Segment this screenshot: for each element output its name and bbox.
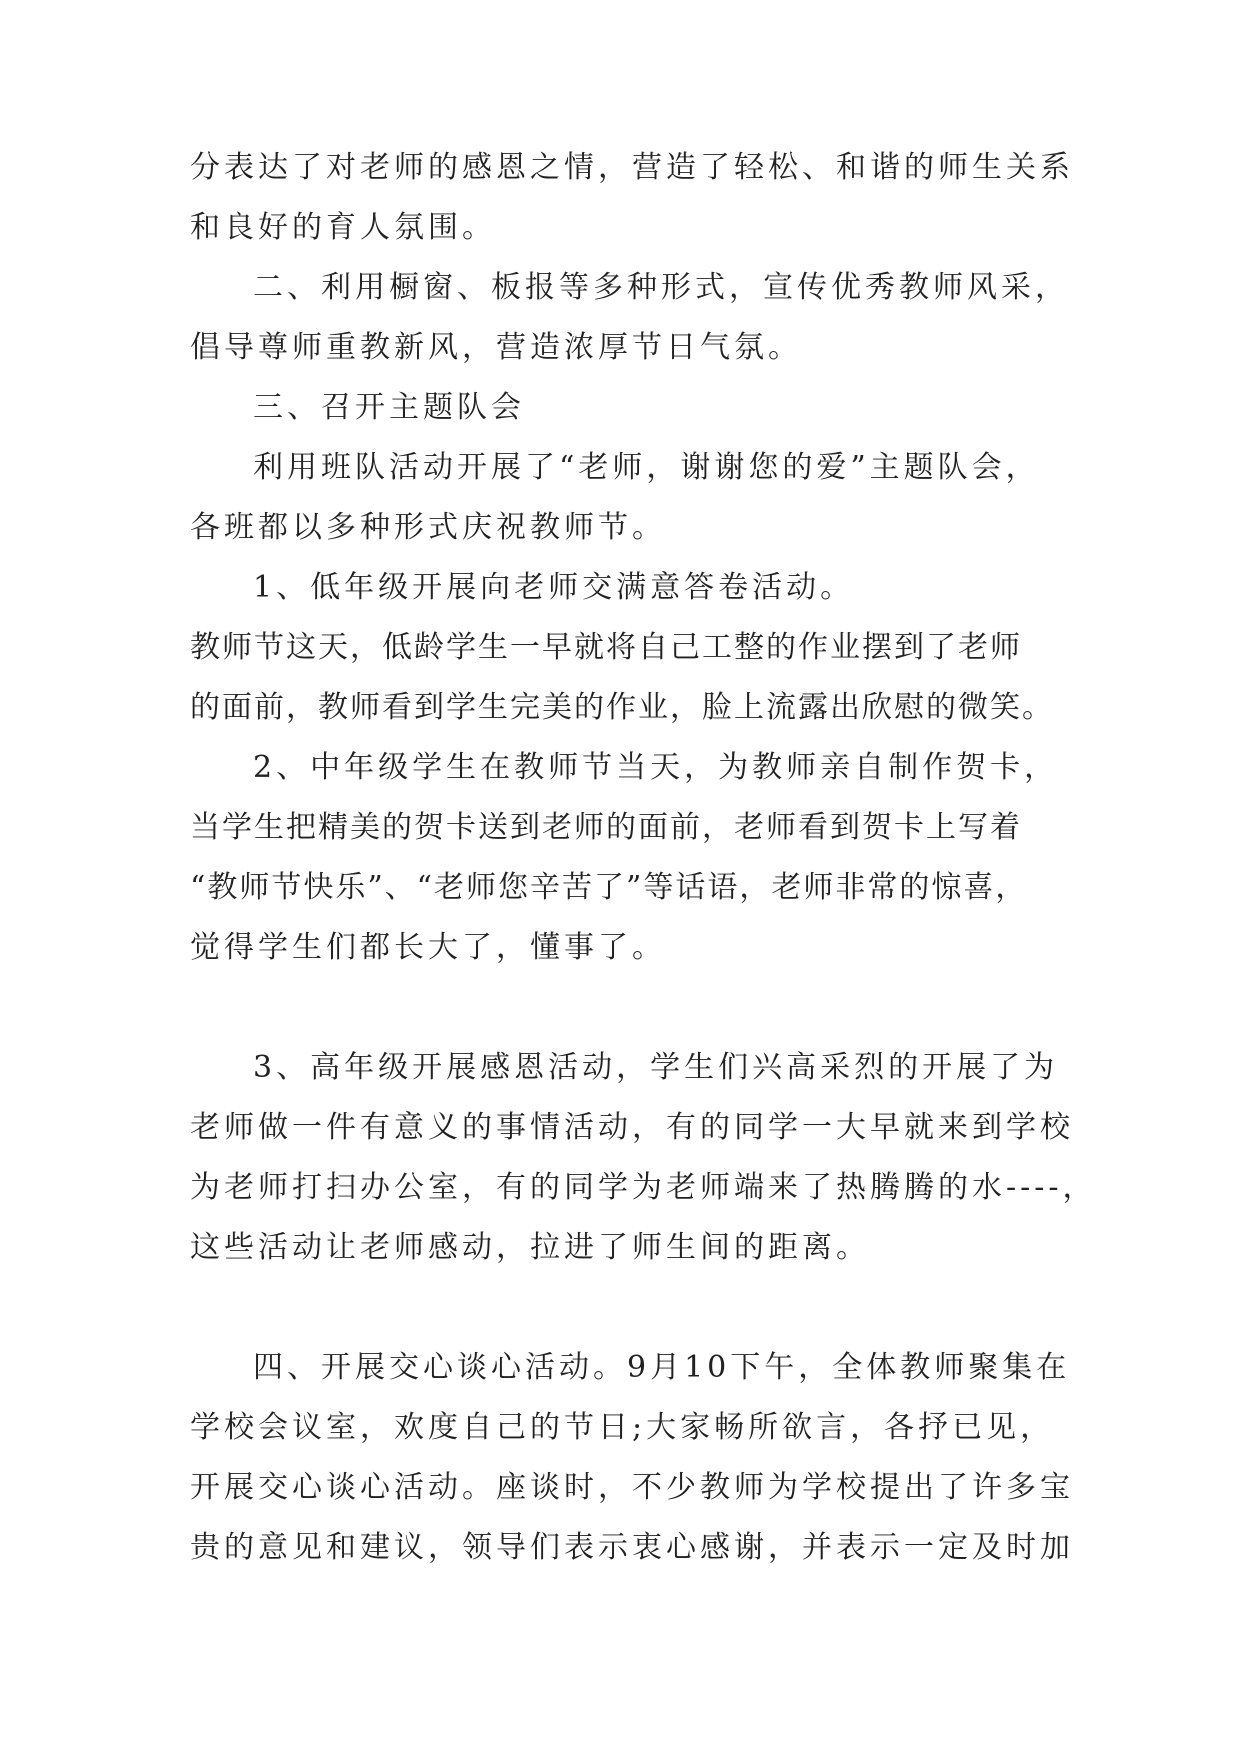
text-line: 老师做一件有意义的事情活动，有的同学一大早就来到学校 [190, 1110, 1074, 1145]
text-line: 倡导尊师重教新风，营造浓厚节日气氛。 [190, 330, 802, 365]
text-line: 学校会议室，欢度自己的节日;大家畅所欲言，各抒已见， [190, 1410, 1055, 1445]
text-line: 1、低年级开展向老师交满意答卷活动。 [253, 570, 855, 605]
text-line: “教师节快乐”、“老师您辛苦了”等话语，老师非常的惊喜， [190, 870, 1028, 905]
text-line: 二、利用橱窗、板报等多种形式，宣传优秀教师风采， [253, 270, 1069, 305]
text-line: 3、高年级开展感恩活动，学生们兴高采烈的开展了为 [253, 1050, 1059, 1085]
section-heading: 四、开展交心谈心活动。9月10下午，全体教师聚集在 [253, 1350, 1071, 1385]
text-line: 的面前，教师看到学生完美的作业，脸上流露出欣慰的微笑。 [190, 690, 1054, 725]
text-line: 觉得学生们都长大了，懂事了。 [190, 930, 666, 965]
text-line: 2、中年级学生在教师节当天，为教师亲自制作贺卡， [253, 750, 1059, 785]
text-line: 贵的意见和建议，领导们表示衷心感谢，并表示一定及时加 [190, 1530, 1074, 1565]
text-line: 和良好的育人氛围。 [190, 210, 496, 245]
text-line: 当学生把精美的贺卡送到老师的面前，老师看到贺卡上写着 [190, 810, 1022, 845]
section-heading: 三、召开主题队会 [253, 390, 525, 425]
text-line: 各班都以多种形式庆祝教师节。 [190, 510, 666, 545]
text-line: 这些活动让老师感动，拉进了师生间的距离。 [190, 1230, 870, 1265]
text-line: 分表达了对老师的感恩之情，营造了轻松、和谐的师生关系 [190, 150, 1074, 185]
text-line: 教师节这天，低龄学生一早就将自己工整的作业摆到了老师 [190, 630, 1022, 665]
text-line: 开展交心谈心活动。座谈时，不少教师为学校提出了许多宝 [190, 1470, 1074, 1505]
text-line: 为老师打扫办公室，有的同学为老师端来了热腾腾的水----， [190, 1170, 1097, 1205]
text-line: 利用班队活动开展了“老师，谢谢您的爱”主题队会， [253, 450, 1040, 485]
